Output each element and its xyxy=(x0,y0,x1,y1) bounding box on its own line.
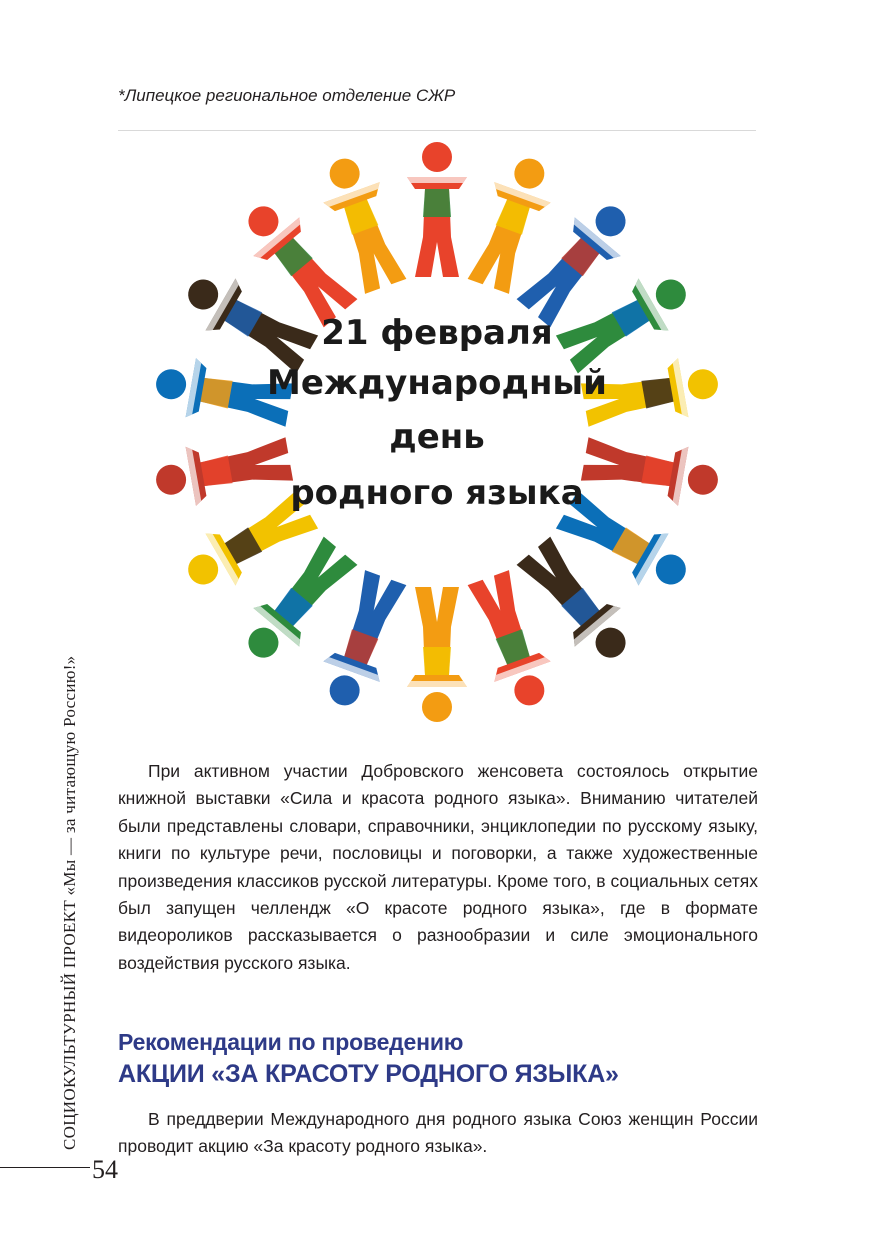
person-flag-stripe xyxy=(423,189,451,217)
person-head xyxy=(686,462,721,497)
person-figure xyxy=(580,429,723,512)
person-head xyxy=(650,549,691,590)
person-head xyxy=(686,367,721,402)
person-head xyxy=(510,154,548,192)
person-head xyxy=(510,671,548,709)
person-head xyxy=(422,142,452,172)
page-number-rule xyxy=(0,1167,90,1168)
person-head xyxy=(183,274,224,315)
top-divider xyxy=(118,130,756,131)
person-flag-stripe xyxy=(641,376,673,408)
illustration xyxy=(118,132,756,737)
person-figure xyxy=(407,587,467,722)
person-figure xyxy=(460,567,563,714)
caption-date: 21 февраля xyxy=(321,313,553,353)
caption-language: родного языка xyxy=(290,473,584,513)
person-head xyxy=(325,671,363,709)
caption-day: день xyxy=(389,417,485,457)
person-arm-stripe xyxy=(407,681,467,687)
page-number: 54 xyxy=(92,1155,118,1184)
illustration-caption xyxy=(267,313,607,513)
person-figure xyxy=(407,142,467,277)
person-figure xyxy=(460,149,563,296)
person-figure xyxy=(311,567,414,714)
section-heading-line2: АКЦИИ «ЗА КРАСОТУ РОДНОГО ЯЗЫКА» xyxy=(118,1060,619,1088)
section-heading-line1: Рекомендации по проведению xyxy=(118,1029,464,1055)
person-figure xyxy=(311,149,414,296)
person-arm-stripe xyxy=(407,177,467,183)
caption-title: Международный xyxy=(267,363,607,403)
person-flag-stripe xyxy=(200,376,232,408)
person-head xyxy=(325,154,363,192)
person-flag-stripe xyxy=(423,647,451,675)
person-head xyxy=(422,692,452,722)
person-flag-stripe xyxy=(641,456,673,488)
person-head xyxy=(154,367,189,402)
person-head xyxy=(154,462,189,497)
person-figure xyxy=(151,429,294,512)
paragraph-campaign: В преддверии Международного дня родного языка Союз женщин России проводит акцию «За красоту родного языка». xyxy=(118,1109,758,1157)
footnote: *Липецкое региональное отделение СЖР xyxy=(118,86,456,105)
people-ring-illustration xyxy=(118,132,756,737)
person-head xyxy=(650,274,691,315)
paragraph-exhibition: При активном участии Добровского женсовета состоялось открытие книжной выставки «Сила и красота родного языка». Вниманию читателей были представлены словари, справочники, энциклопедии по русскому языку, книги по культуре речи, пословицы и поговорки, а также художественные произведения классиков русской литературы. Кроме того, в социальных сетях был запущен челлендж «О красоте родного языка», где в формате видеороликов рассказывается о разнообразии и силе эмоционального воздействия русского языка. xyxy=(118,761,758,973)
person-flag-stripe xyxy=(200,456,232,488)
person-head xyxy=(183,549,224,590)
running-title: СОЦИОКУЛЬТУРНЫЙ ПРОЕКТ «Мы — за читающую Россию!» xyxy=(60,655,79,1150)
